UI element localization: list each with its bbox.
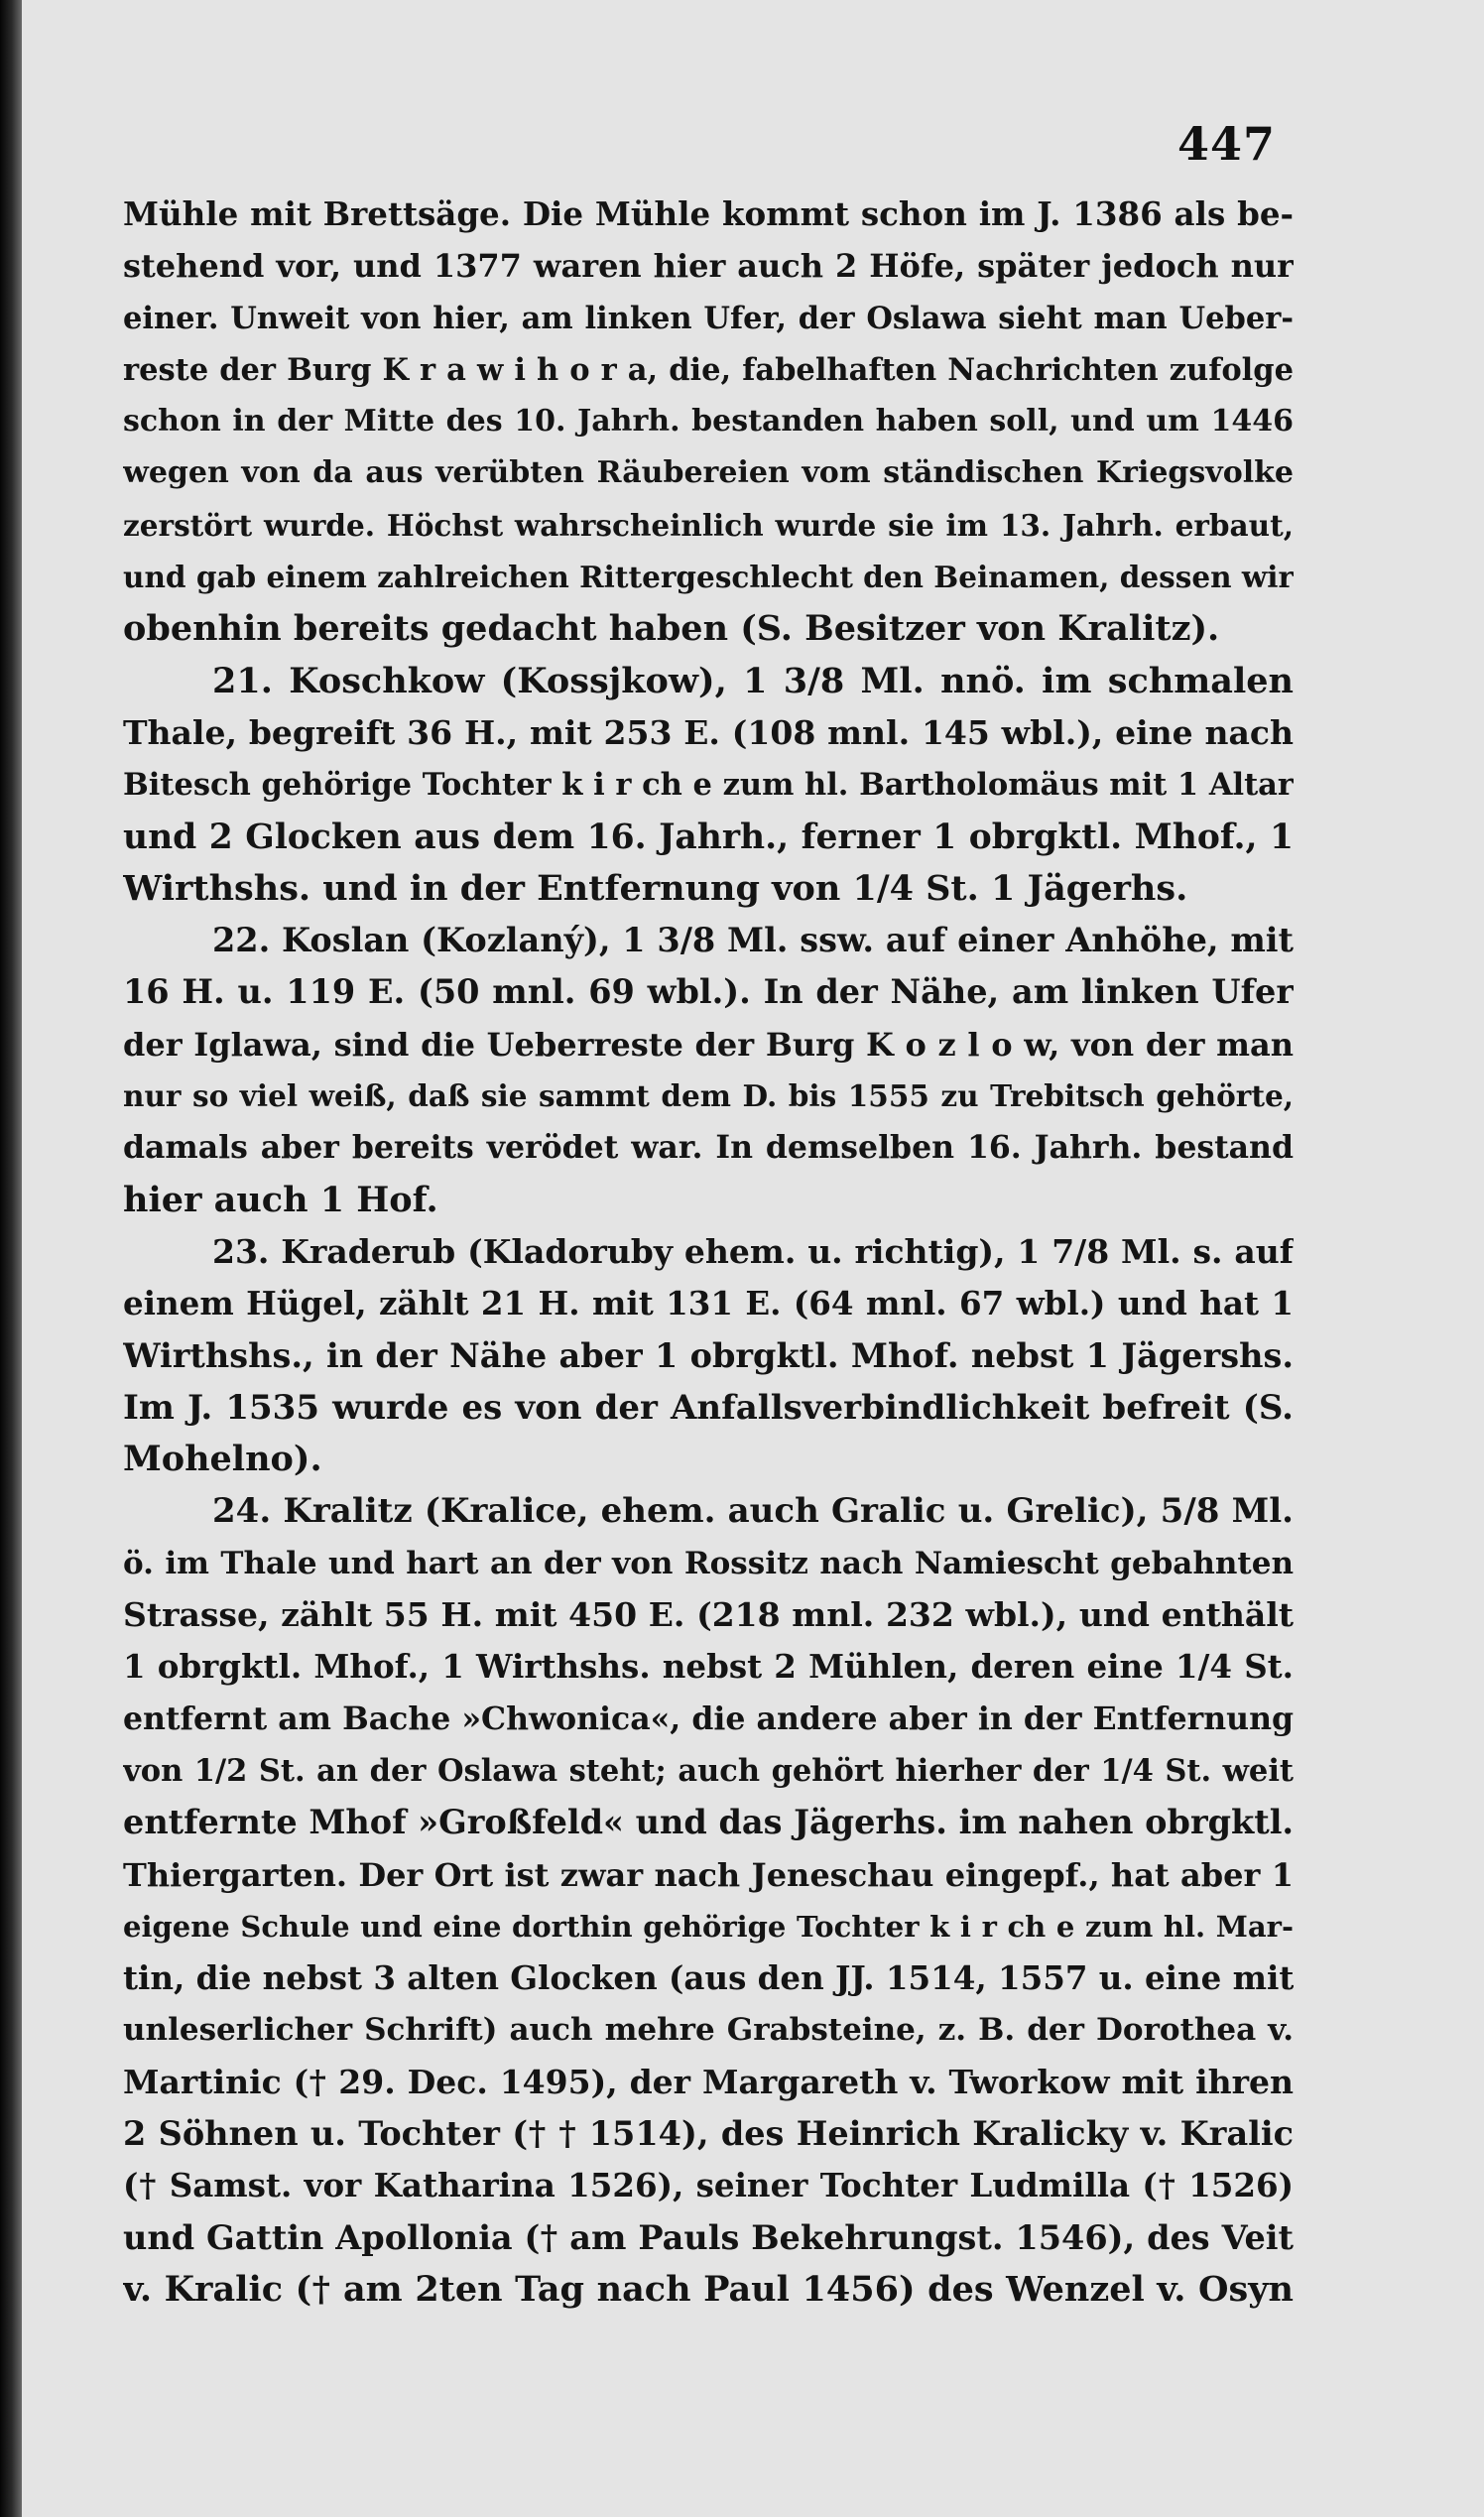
book-page — [22, 0, 1484, 2517]
text-line: hier auch 1 Hof. — [123, 1179, 438, 1220]
text-line: und 2 Glocken aus dem 16. Jahrh., ferner 1 obrgktl. Mhof., 1 — [123, 817, 1294, 857]
text-line: Mühle mit Brettsäge. Die Mühle kommt schon im J. 1386 als be- — [123, 194, 1294, 233]
text-line: Thiergarten. Der Ort ist zwar nach Jeneschau eingepf., hat aber 1 — [123, 1855, 1294, 1894]
text-line: ö. im Thale und hart an der von Rossitz nach Namiescht gebahnten — [123, 1545, 1294, 1581]
text-line: stehend vor, und 1377 waren hier auch 2 Höfe, später jedoch nur — [123, 247, 1294, 286]
text-line: und gab einem zahlreichen Rittergeschlecht den Beinamen, dessen wir — [123, 560, 1294, 595]
text-line: Im J. 1535 wurde es von der Anfallsverbindlichkeit befreit (S. — [123, 1387, 1294, 1428]
text-line: Wirthshs. und in der Entfernung von 1/4 St. 1 Jägerhs. — [123, 867, 1188, 909]
text-line: 1 obrgktl. Mhof., 1 Wirthshs. nebst 2 Mühlen, deren eine 1/4 St. — [123, 1647, 1294, 1687]
text-line: damals aber bereits verödet war. In demselben 16. Jahrh. bestand — [123, 1129, 1294, 1167]
text-line: 22. Koslan (Kozlaný), 1 3/8 Ml. ssw. auf einer Anhöhe, mit — [212, 921, 1294, 960]
text-line: und Gattin Apollonia († am Pauls Bekehrungst. 1546), des Veit — [123, 2217, 1294, 2257]
text-line: tin, die nebst 3 alten Glocken (aus den JJ. 1514, 1557 u. eine mit — [123, 1958, 1294, 1998]
text-line: Bitesch gehörige Tochter k i r ch e zum hl. Bartholomäus mit 1 Altar — [123, 767, 1294, 804]
page-gutter-shadow — [0, 0, 22, 2517]
text-line: einem Hügel, zählt 21 H. mit 131 E. (64 mnl. 67 wbl.) und hat 1 — [123, 1284, 1294, 1323]
text-line: nur so viel weiß, daß sie sammt dem D. bis 1555 zu Trebitsch gehörte, — [123, 1078, 1294, 1114]
text-line: obenhin bereits gedacht haben (S. Besitzer von Kralitz). — [123, 608, 1220, 650]
text-line: wegen von da aus verübten Räubereien vom ständischen Kriegsvolke — [123, 455, 1294, 491]
text-line: 23. Kraderub (Kladoruby ehem. u. richtig), 1 7/8 Ml. s. auf — [212, 1231, 1294, 1271]
text-line: entfernte Mhof »Großfeld« und das Jägerhs. im nahen obrgktl. — [123, 1803, 1294, 1842]
text-line: v. Kralic († am 2ten Tag nach Paul 1456) des Wenzel v. Osyn — [123, 2268, 1294, 2310]
text-line: 24. Kralitz (Kralice, ehem. auch Gralic u. Grelic), 5/8 Ml. — [212, 1491, 1294, 1532]
text-line: einer. Unweit von hier, am linken Ufer, der Oslawa sieht man Ueber- — [123, 300, 1294, 336]
text-line: reste der Burg K r a w i h o r a, die, fabelhaften Nachrichten zufolge — [123, 351, 1294, 388]
text-line: Mohelno). — [123, 1439, 322, 1480]
text-line: der Iglawa, sind die Ueberreste der Burg K o z l o w, von der man — [123, 1025, 1294, 1064]
text-line: 21. Koschkow (Kossjkow), 1 3/8 Ml. nnö. im schmalen — [212, 660, 1294, 701]
text-line: unleserlicher Schrift) auch mehre Grabsteine, z. B. der Dorothea v. — [123, 2012, 1294, 2049]
text-line: entfernt am Bache »Chwonica«, die andere aber in der Entfernung — [123, 1699, 1294, 1737]
text-line: († Samst. vor Katharina 1526), seiner Tochter Ludmilla († 1526) — [123, 2166, 1294, 2205]
text-line: Wirthshs., in der Nähe aber 1 obrgktl. Mhof. nebst 1 Jägershs. — [123, 1335, 1294, 1375]
text-line: Martinic († 29. Dec. 1495), der Margareth v. Tworkow mit ihren — [123, 2062, 1294, 2101]
text-line: schon in der Mitte des 10. Jahrh. bestanden haben soll, und um 1446 — [123, 404, 1294, 440]
text-line: zerstört wurde. Höchst wahrscheinlich wurde sie im 13. Jahrh. erbaut, — [123, 507, 1294, 543]
text-line: 2 Söhnen u. Tochter († † 1514), des Heinrich Kralicky v. Kralic — [123, 2113, 1294, 2153]
text-line: von 1/2 St. an der Oslawa steht; auch gehört hierher der 1/4 St. weit — [123, 1752, 1294, 1789]
page-number: 447 — [1176, 117, 1276, 171]
body-text — [123, 189, 1294, 2316]
text-line: Strasse, zählt 55 H. mit 450 E. (218 mnl. 232 wbl.), und enthält — [123, 1595, 1294, 1635]
text-line: 16 H. u. 119 E. (50 mnl. 69 wbl.). In der Nähe, am linken Ufer — [123, 972, 1294, 1012]
text-line: eigene Schule und eine dorthin gehörige Tochter k i r ch e zum hl. Mar- — [123, 1909, 1294, 1944]
text-line: Thale, begreift 36 H., mit 253 E. (108 mnl. 145 wbl.), eine nach — [123, 712, 1294, 752]
